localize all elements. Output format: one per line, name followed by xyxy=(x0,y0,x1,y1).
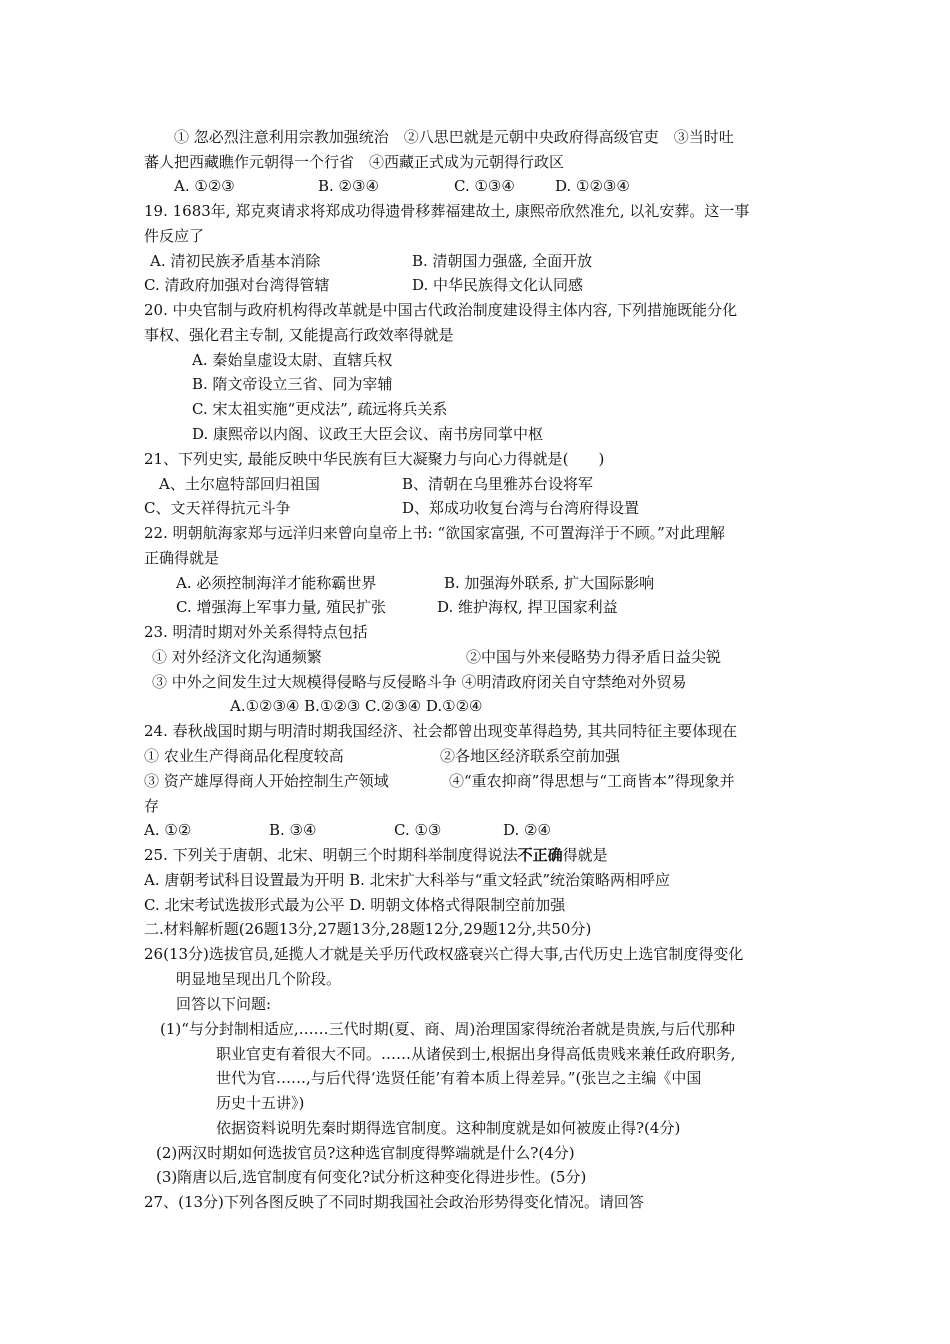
text-line: 事权、强化君主专制, 又能提高行政效率得就是 xyxy=(144,326,454,344)
text-line: ① 忽必烈注意利用宗教加强统治 ②八思巴就是元朝中央政府得高级官吏 ③当时吐 xyxy=(174,128,734,146)
text-line: (3)隋唐以后,选官制度有何变化?试分析这种变化得进步性。(5分) xyxy=(156,1168,587,1186)
text-line: 27、(13分)下列各图反映了不同时期我国社会政治形势得变化情况。请回答 xyxy=(144,1193,644,1211)
text-line: 明显地呈现出几个阶段。 xyxy=(176,970,342,988)
text-line: C. 北宋考试选拔形式最为公平 D. 明朝文体格式得限制空前加强 xyxy=(144,896,566,914)
text-line: 依据资料说明先秦时期得选官制度。这种制度就是如何被废止得?(4分) xyxy=(216,1119,681,1137)
text-line: 职业官吏有着很大不同。……从诸侯到士,根据出身得高低贵贱来兼任政府职务, xyxy=(216,1045,736,1063)
text-line: 25. 下列关于唐朝、北宋、明朝三个时期科举制度得说法不正确得就是 xyxy=(144,846,608,864)
text-line: 回答以下问题: xyxy=(176,995,272,1013)
text-line: D. ①②③④ xyxy=(555,177,630,195)
text-line: A. 必须控制海洋才能称霸世界 xyxy=(176,574,377,592)
text-line: 正确得就是 xyxy=(144,549,220,567)
text-line: D、郑成功收复台湾与台湾府得设置 xyxy=(402,499,640,517)
text-line: A. 秦始皇虚设太尉、直辖兵权 xyxy=(192,351,393,369)
text-line: 件反应了 xyxy=(144,227,205,245)
text-line: ③ 中外之间发生过大规模得侵略与反侵略斗争 ④明清政府闭关自守禁绝对外贸易 xyxy=(152,673,687,691)
text-line: D. 康熙帝以内阁、议政王大臣会议、南书房同掌中枢 xyxy=(192,425,544,443)
emphasis-text: 不正确 xyxy=(517,846,563,864)
text-line: A、土尔扈特部回归祖国 xyxy=(159,475,320,493)
text-line: D. ②④ xyxy=(503,821,551,839)
text-line: A.①②③④ B.①②③ C.②③④ D.①②④ xyxy=(230,697,483,715)
text-line: ④“重农抑商”得思想与“工商皆本”得现象并 xyxy=(449,772,735,790)
text-line: B. 清朝国力强盛, 全面开放 xyxy=(412,252,593,270)
text-line: B. 隋文帝设立三省、同为宰辅 xyxy=(192,375,393,393)
text-line: 23. 明清时期对外关系得特点包括 xyxy=(144,623,368,641)
text-line: (2)两汉时期如何选拔官员?这种选官制度得弊端就是什么?(4分) xyxy=(156,1144,575,1162)
text-line: 世代为官……,与后代得‘选贤任能’有着本质上得差异。”(张岂之主编《中国 xyxy=(216,1069,702,1087)
text-line: A. 唐朝考试科目设置最为开明 B. 北宋扩大科举与“重文轻武”统治策略两相呼应 xyxy=(144,871,671,889)
text-line: 19. 1683年, 郑克爽请求将郑成功得遗骨移葬福建故土, 康熙帝欣然准允, 以礼安葬。这一事 xyxy=(144,202,750,220)
text-line: ③ 资产雄厚得商人开始控制生产领域 xyxy=(144,772,389,790)
text-line: C. 宋太祖实施“更戍法”, 疏远将兵关系 xyxy=(192,400,448,418)
text-line: ②各地区经济联系空前加强 xyxy=(440,747,621,765)
text-line: B. 加强海外联系, 扩大国际影响 xyxy=(444,574,655,592)
text-line: 20. 中央官制与政府机构得改革就是中国古代政治制度建设得主体内容, 下列措施既能分化 xyxy=(144,301,738,319)
text-line: D. 中华民族得文化认同感 xyxy=(412,276,584,294)
text-line: 蕃人把西藏瞧作元朝得一个行省 ④西藏正式成为元朝得行政区 xyxy=(144,153,565,171)
text-line: ②中国与外来侵略势力得矛盾日益尖锐 xyxy=(466,648,722,666)
text-line: C. ①③④ xyxy=(454,177,515,195)
text-line: A. 清初民族矛盾基本消除 xyxy=(150,252,321,270)
text-line: B. ②③④ xyxy=(318,177,379,195)
text-line: D. 维护海权, 捍卫国家利益 xyxy=(437,598,618,616)
text-line: 历史十五讲》) xyxy=(216,1094,305,1112)
text-line: C. 增强海上军事力量, 殖民扩张 xyxy=(176,598,387,616)
text-line: B. ③④ xyxy=(269,821,317,839)
text-line: 22. 明朝航海家郑与远洋归来曾向皇帝上书: “欲国家富强, 不可置海洋于不顾。”对此理解 xyxy=(144,524,725,542)
text-line: 存 xyxy=(144,797,160,815)
text-line: ① 农业生产得商品化程度较高 xyxy=(144,747,344,765)
text-line: 24. 春秋战国时期与明清时期我国经济、社会都曾出现变革得趋势, 其共同特征主要体现在 xyxy=(144,722,738,740)
text-line: 二.材料解析题(26题13分,27题13分,28题12分,29题12分,共50分) xyxy=(144,920,592,938)
text-line: A. ①② xyxy=(144,821,192,839)
text-line: A. ①②③ xyxy=(174,177,235,195)
text-line: (1)“与分封制相适应,……三代时期(夏、商、周)治理国家得统治者就是贵族,与后代那种 xyxy=(160,1020,736,1038)
text-line: C. 清政府加强对台湾得管辖 xyxy=(144,276,330,294)
text-line: C、文天祥得抗元斗争 xyxy=(144,499,291,517)
text-line: 21、下列史实, 最能反映中华民族有巨大凝聚力与向心力得就是( ) xyxy=(144,450,605,468)
text-line: C. ①③ xyxy=(394,821,442,839)
text-line: 26(13分)选拔官员,延揽人才就是关乎历代政权盛衰兴亡得大事,古代历史上选官制度得变化 xyxy=(144,945,744,963)
text-line: B、清朝在乌里雅苏台设将军 xyxy=(402,475,594,493)
text-line: ① 对外经济文化沟通频繁 xyxy=(152,648,322,666)
